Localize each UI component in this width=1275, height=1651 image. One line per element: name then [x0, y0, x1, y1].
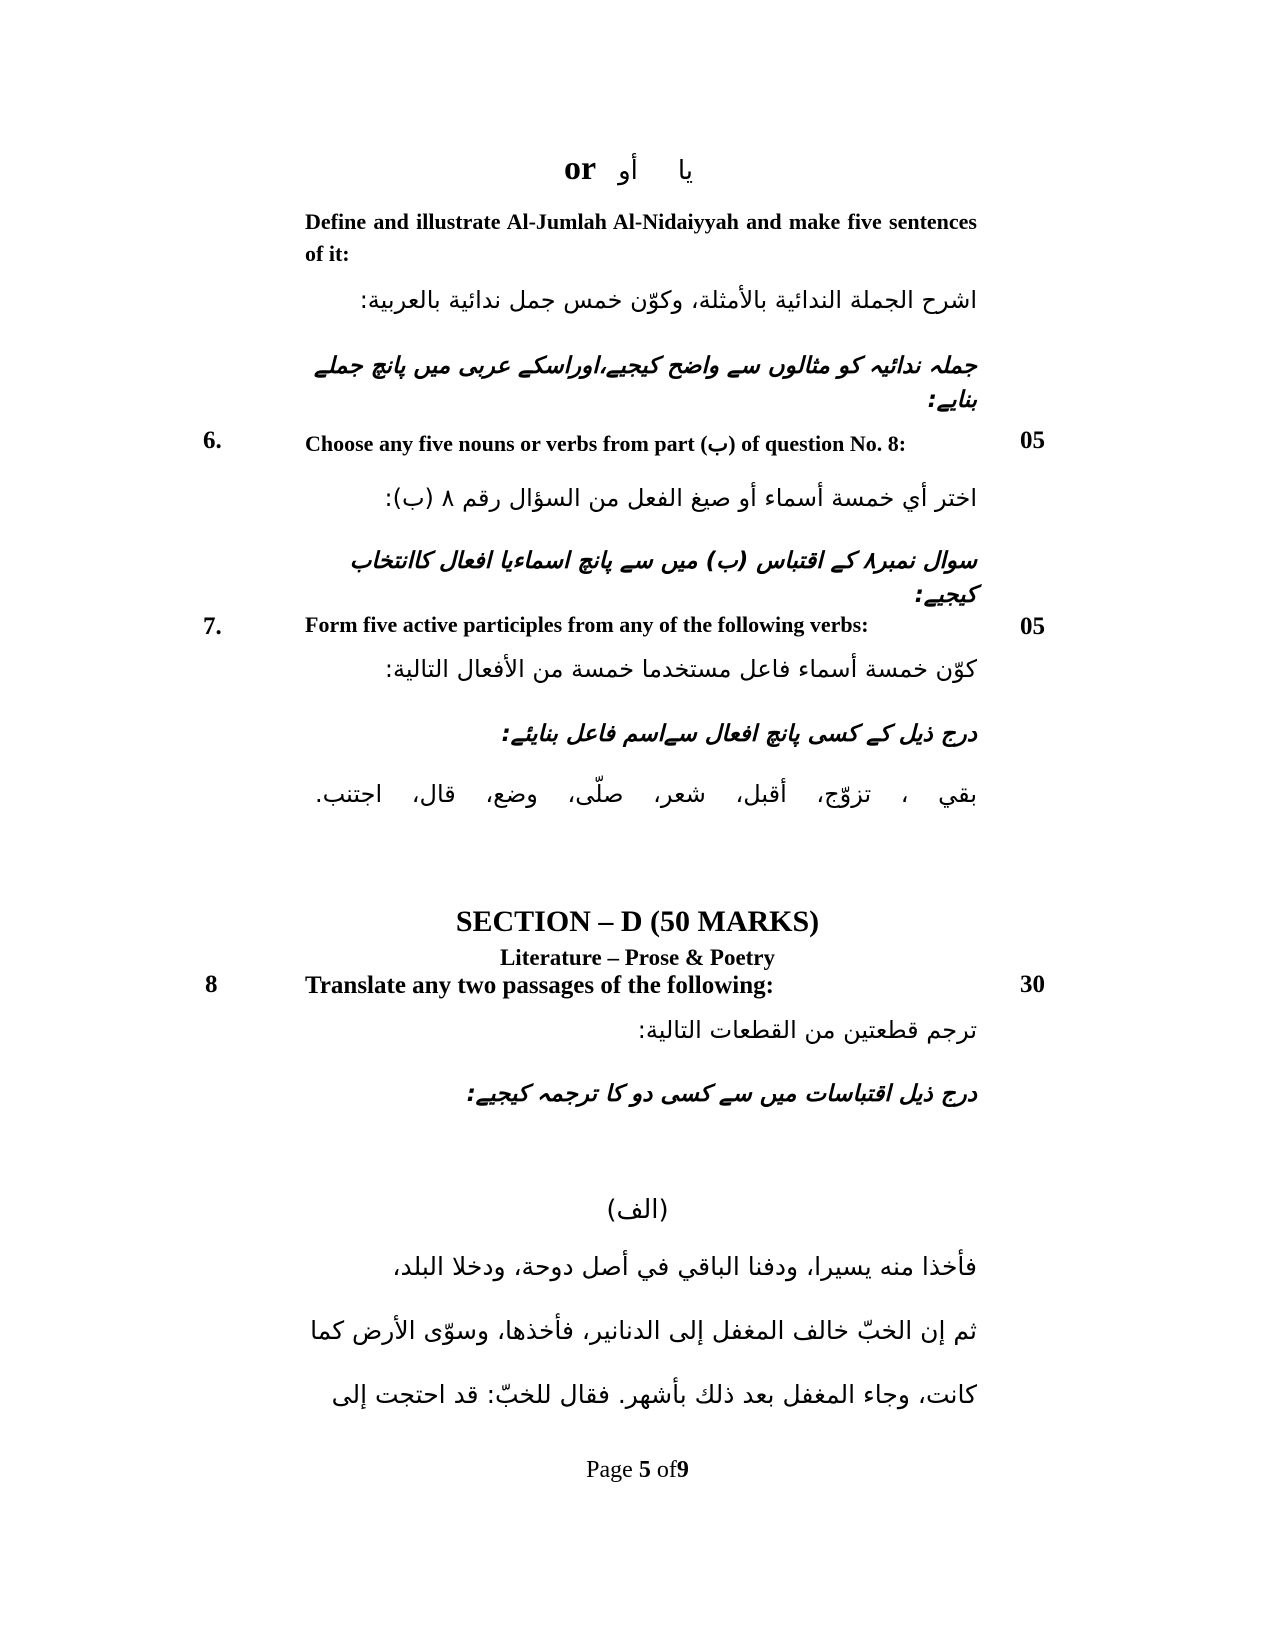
page-total: 9 — [676, 1457, 689, 1483]
or-urdu: یا — [677, 156, 694, 186]
page-current: 5 — [638, 1457, 651, 1483]
q-or-english: Define and illustrate Al-Jumlah Al-Nidaiyyah and make five sentences of it: — [305, 209, 977, 266]
section-subtitle: Literature – Prose & Poetry — [499, 945, 776, 970]
q7-urdu: درج ذیل کے کسی پانچ افعال سےاسم فاعل بنایئے: — [501, 721, 977, 747]
q8-number: 8 — [205, 971, 218, 998]
q8-urdu: درج ذیل اقتباسات میں سے کسی دو کا ترجمہ کیجیے: — [466, 1081, 977, 1107]
passage-line: ثم إن الخبّ خالف المغفل إلى الدنانير، فأخذها، وسوّى الأرض كما — [310, 1316, 977, 1345]
q7-arabic: كوّن خمسة أسماء فاعل مستخدما خمسة من الأفعال التالية: — [384, 655, 977, 683]
page-number — [0, 1457, 1275, 1484]
q7-english: Form five active participles from any of the following verbs: — [305, 612, 869, 637]
q-or-urdu: جملہ ندائیہ کو مثالوں سے واضح کیجیے،اوراسکے عربی میں پانچ جملے بنایے: — [314, 353, 977, 413]
q6-english: Choose any five nouns or verbs from part (ب) of question No. 8: — [305, 431, 907, 456]
q8-marks: 30 — [1020, 971, 1045, 998]
passage-line: فأخذا منه يسيرا، ودفنا الباقي في أصل دوحة، ودخلا البلد، — [392, 1252, 977, 1281]
q6-arabic: اختر أي خمسة أسماء أو صيغ الفعل من السؤال رقم ٨ (ب): — [384, 484, 977, 512]
q-or-arabic: اشرح الجملة الندائية بالأمثلة، وكوّن خمس جمل ندائية بالعربية: — [359, 286, 977, 314]
or-arabic: أو — [618, 156, 638, 186]
q7-marks: 05 — [1020, 613, 1045, 640]
q6-marks: 05 — [1020, 427, 1045, 454]
page-prefix: Page — [586, 1457, 633, 1483]
passage-line: كانت، وجاء المغفل بعد ذلك بأشهر. فقال للخبّ: قد احتجت إلى — [331, 1380, 977, 1409]
q7-verb-list: بقي ، تزوّج، أقبل، شعر، صلّى، وضع، قال، اجتنب. — [314, 780, 977, 808]
passage-heading: (الف) — [606, 1195, 669, 1225]
section-title: SECTION – D (50 MARKS) — [455, 905, 820, 938]
or-english: or — [563, 150, 597, 187]
q7-number: 7. — [203, 613, 222, 640]
q6-urdu: سوال نمبر٨ کے اقتباس (ب) میں سے پانچ اسماءیا افعال کاانتخاب کیجیے: — [349, 548, 977, 608]
or-divider — [0, 150, 1275, 188]
q8-english: Translate any two passages of the following: — [305, 972, 774, 999]
q6-number: 6. — [203, 427, 222, 454]
page-of: of — [656, 1457, 677, 1483]
q8-arabic: ترجم قطعتين من القطعات التالية: — [637, 1016, 977, 1044]
